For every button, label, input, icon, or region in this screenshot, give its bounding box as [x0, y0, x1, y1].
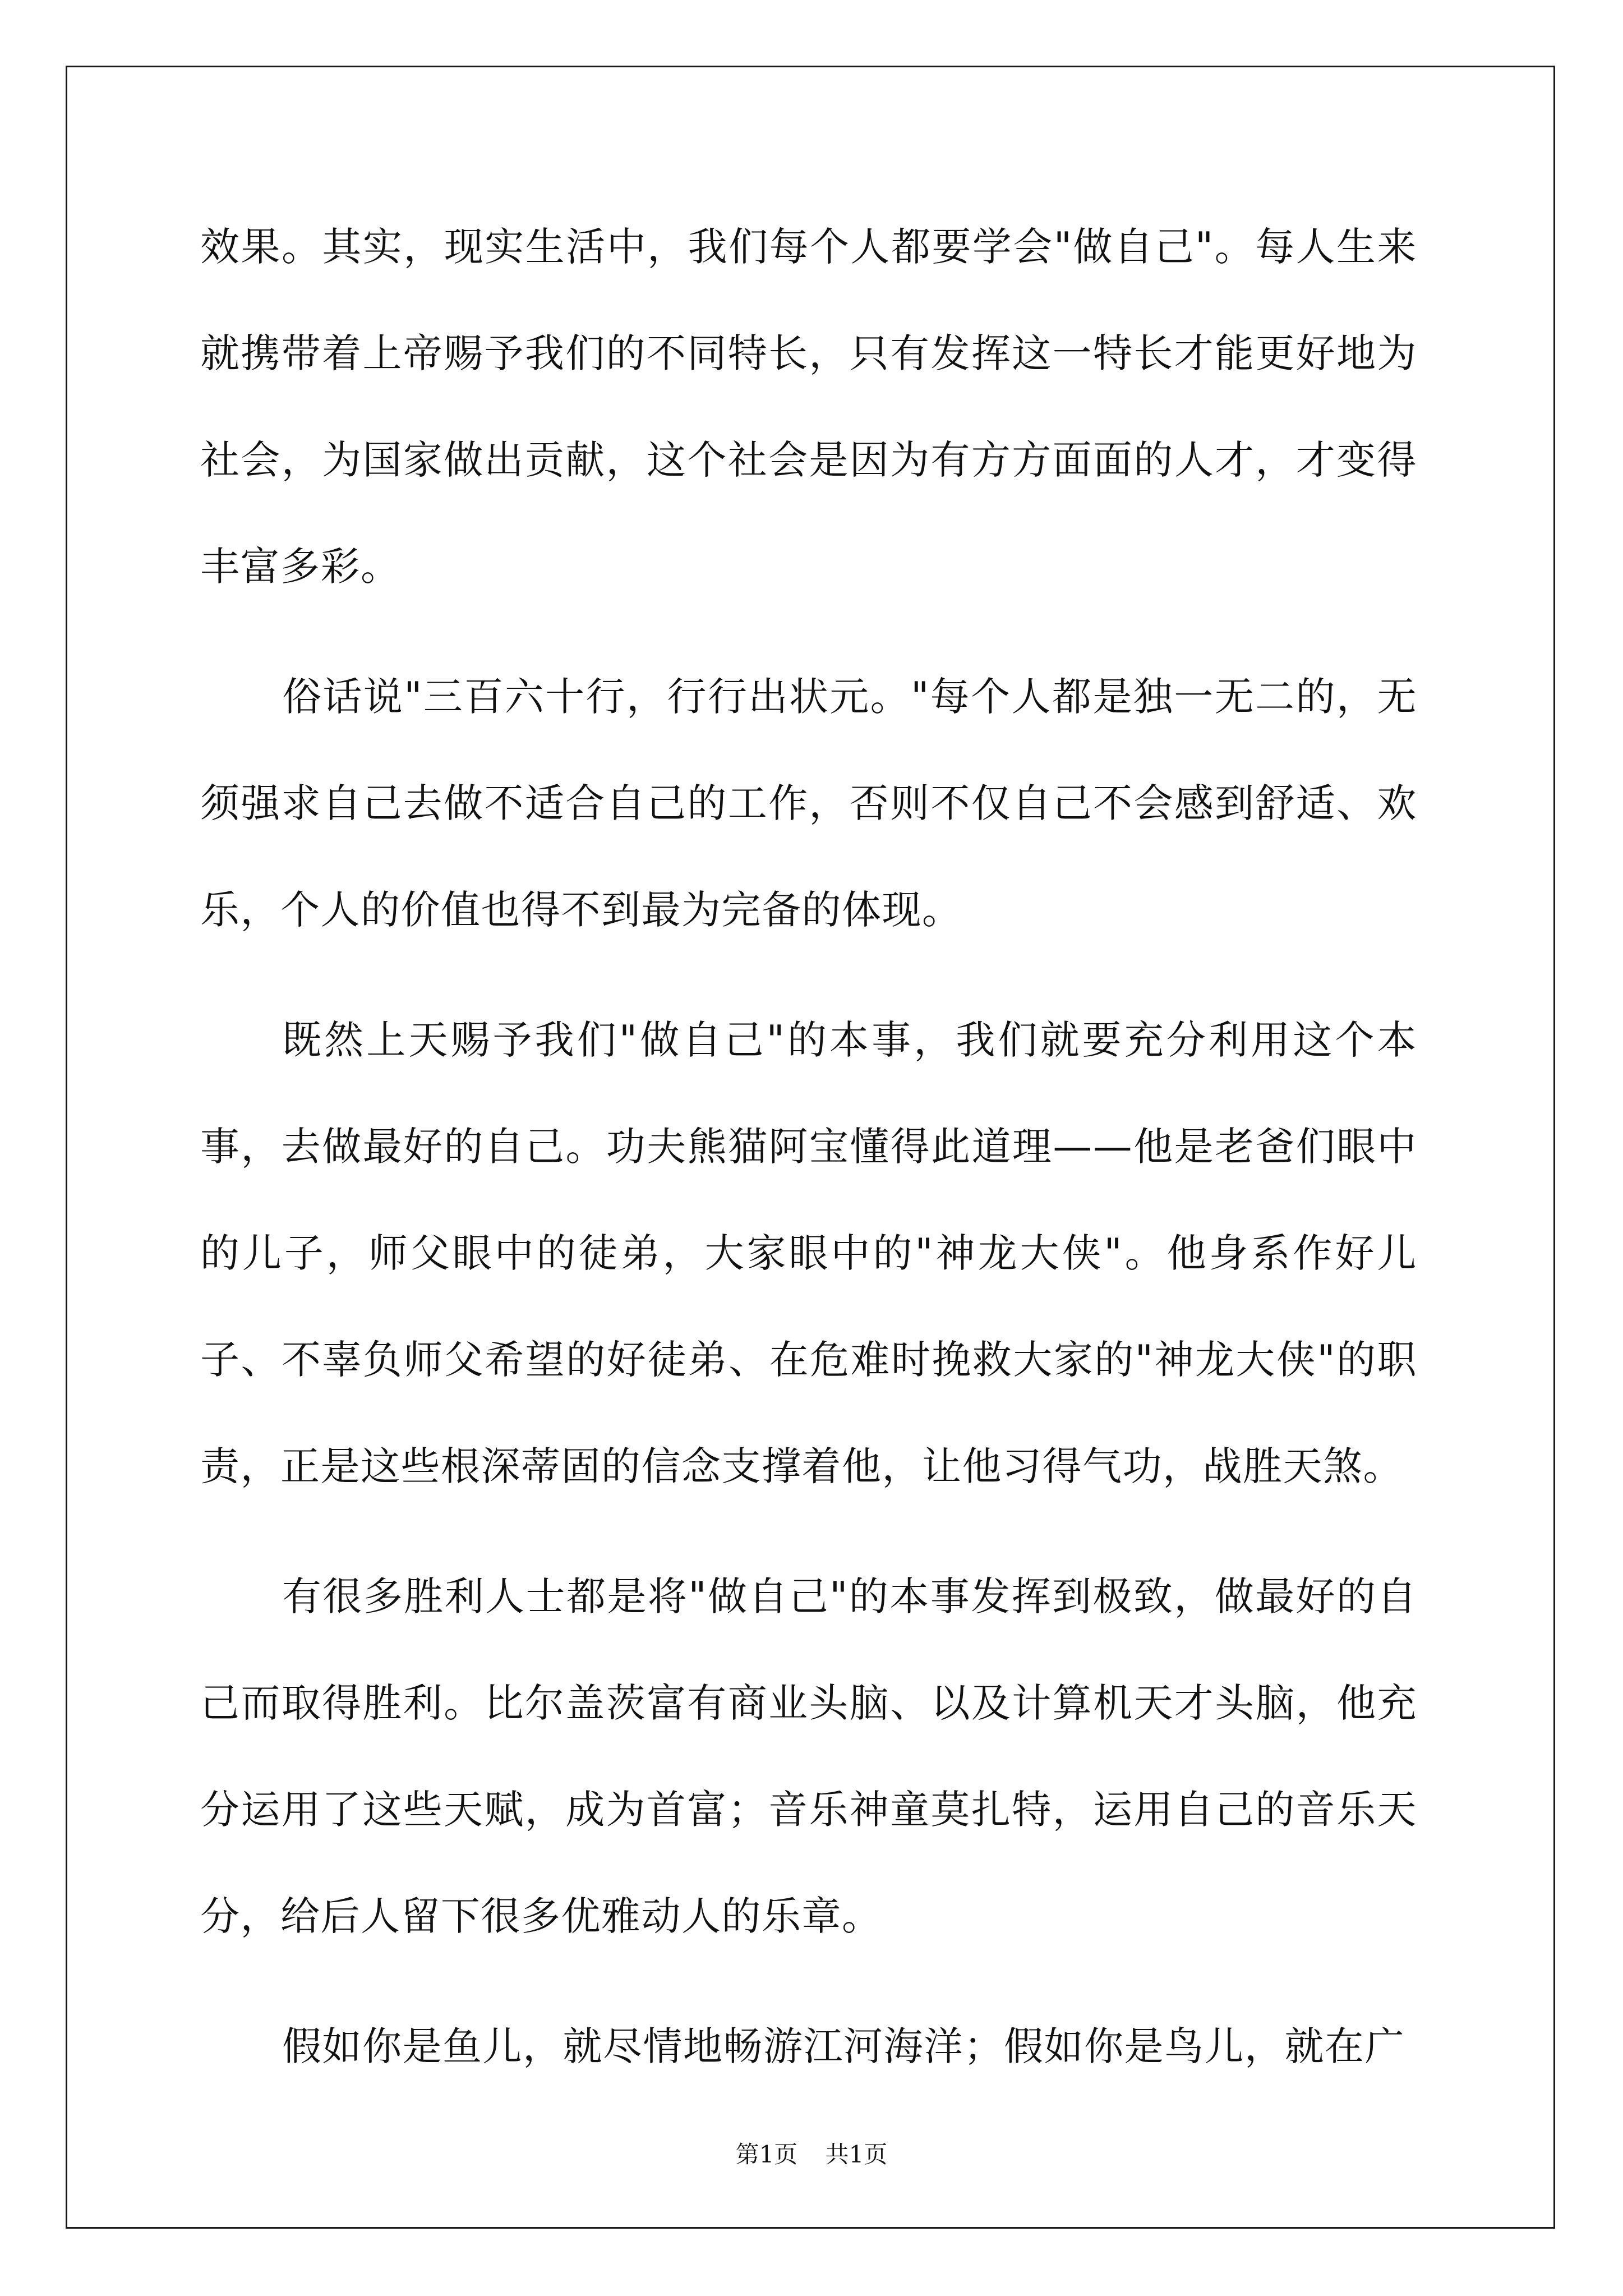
page-total: 共1页 [825, 2141, 888, 2168]
page-footer [0, 2136, 1623, 2170]
page-number: 第1页 [735, 2141, 798, 2168]
paragraph-3: 既然上天赐予我们"做自己"的本事，我们就要充分利用这个本事，去做最好的自己。功夫熊猫阿宝懂得此道理——他是老爸们眼中的儿子，师父眼中的徒弟，大家眼中的"神龙大侠"。他身系作好儿子、不辜负师父希望的好徒弟、在危难时挽救大家的"神龙大侠"的职责，正是这些根深蒂固的信念支撑着他，让他习得气功，战胜天煞。 [200, 1017, 1417, 1489]
paragraph-5: 假如你是鱼儿，就尽情地畅游江河海洋；假如你是鸟儿，就在广 [282, 2023, 1405, 2069]
paragraph-2: 俗话说"三百六十行，行行出状元。"每个人都是独一无二的，无须强求自己去做不适合自己的工作，否则不仅自己不会感到舒适、欢乐，个人的价值也得不到最为完备的体现。 [200, 674, 1417, 933]
document-body [200, 194, 1417, 2123]
paragraph-1: 效果。其实，现实生活中，我们每个人都要学会"做自己"。每人生来就携带着上帝赐予我们的不同特长，只有发挥这一特长才能更好地为社会，为国家做出贡献，这个社会是因为有方方面面的人才，才变得丰富多彩。 [200, 224, 1417, 590]
paragraph-4: 有很多胜利人士都是将"做自己"的本事发挥到极致，做最好的自己而取得胜利。比尔盖茨富有商业头脑、以及计算机天才头脑，他充分运用了这些天赋，成为首富；音乐神童莫扎特，运用自己的音乐天分，给后人留下很多优雅动人的乐章。 [200, 1573, 1417, 1939]
